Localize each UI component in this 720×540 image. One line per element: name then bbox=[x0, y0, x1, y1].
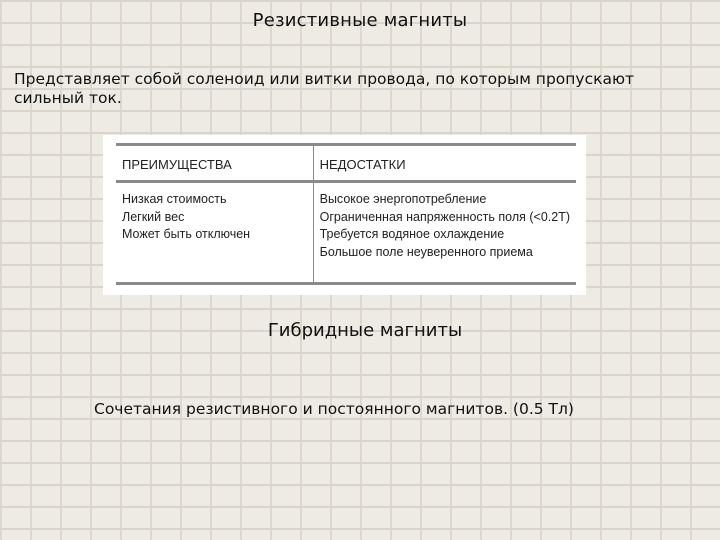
table-row bbox=[116, 182, 576, 284]
advantages-cell bbox=[116, 182, 313, 284]
pros-cons-table-card bbox=[103, 135, 586, 295]
disadvantages-cell bbox=[313, 182, 576, 284]
advantage-item: Низкая стоимость bbox=[122, 192, 227, 206]
disadvantage-item: Ограниченная напряженность поля (<0.2T) bbox=[319, 209, 570, 224]
table-header-row bbox=[116, 145, 576, 182]
slide-title: Резистивные магниты bbox=[252, 10, 468, 31]
disadvantage-item: Требуется водяное охлаждение bbox=[319, 227, 505, 241]
advantage-item: Может быть отключен bbox=[122, 227, 251, 241]
intro-text: Представляет собой соленоид или витки провода, по которым пропускают сильный ток. bbox=[14, 70, 635, 107]
section-text: Сочетания резистивного и постоянного магнитов. (0.5 Тл) bbox=[94, 400, 574, 418]
advantage-item: Легкий вес bbox=[122, 209, 185, 224]
disadvantage-item: Высокое энергопотребление bbox=[319, 192, 487, 206]
header-advantages: ПРЕИМУЩЕСТВА bbox=[116, 145, 313, 182]
section-title: Гибридные магниты bbox=[267, 320, 463, 341]
pros-cons-table bbox=[116, 143, 576, 285]
header-disadvantages: НЕДОСТАТКИ bbox=[313, 145, 576, 182]
disadvantage-item: Большое поле неуверенного приема bbox=[319, 244, 533, 259]
